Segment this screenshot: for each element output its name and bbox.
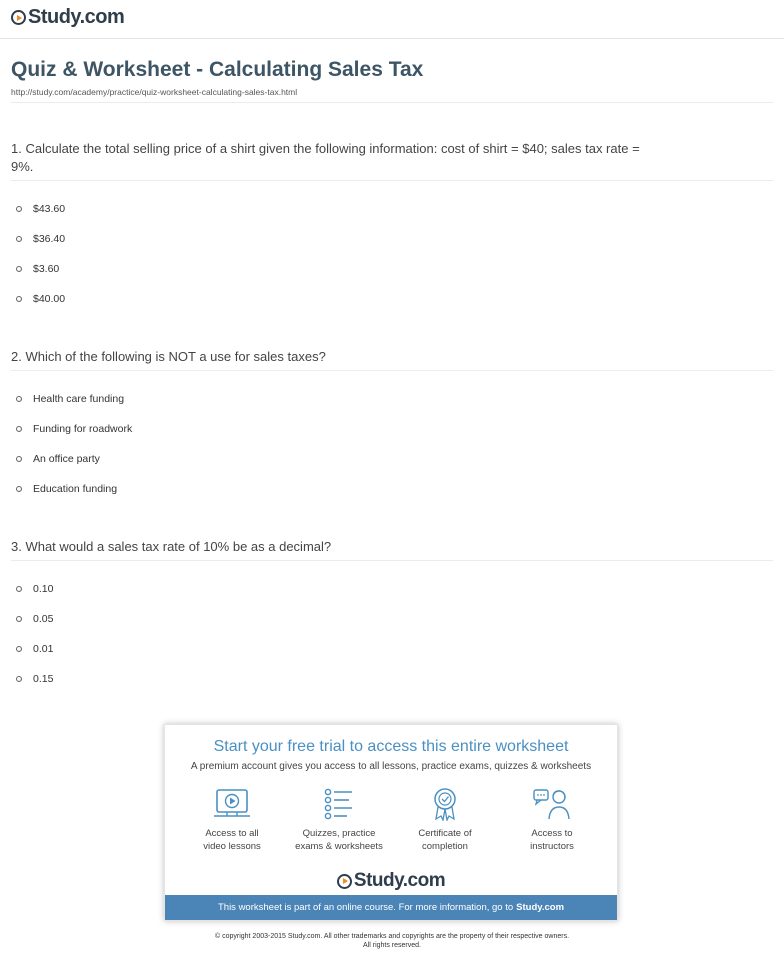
- question-3-divider: [11, 560, 773, 561]
- promo-title[interactable]: Start your free trial to access this entire worksheet: [213, 738, 569, 755]
- answer-option[interactable]: [16, 384, 132, 414]
- radio-button-icon[interactable]: [16, 616, 22, 622]
- certificate-icon: [425, 787, 465, 821]
- radio-button-icon[interactable]: [16, 206, 22, 212]
- question-2-text: 2. Which of the following is NOT a use for sales taxes?: [11, 349, 326, 364]
- quiz-list-icon: [319, 787, 359, 821]
- promo-logo-text: Study.com: [353, 870, 446, 891]
- play-circle-icon: [11, 10, 26, 25]
- radio-button-icon[interactable]: [16, 676, 22, 682]
- radio-button-icon[interactable]: [16, 456, 22, 462]
- studycom-logo[interactable]: [11, 6, 124, 29]
- course-info-bar: [165, 895, 617, 920]
- feature-label-line1: Access to: [531, 828, 573, 839]
- feature-label-line2: exams & worksheets: [295, 841, 383, 852]
- option-label: 0.05: [33, 613, 54, 625]
- answer-option[interactable]: [16, 664, 53, 694]
- answer-option[interactable]: [16, 254, 65, 284]
- feature-label-line1: Certificate of: [418, 828, 472, 839]
- question-2-divider: [11, 370, 773, 371]
- option-label: An office party: [33, 453, 100, 465]
- question-3-options: [16, 574, 53, 694]
- radio-button-icon[interactable]: [16, 586, 22, 592]
- feature-label-line1: Quizzes, practice: [302, 828, 376, 839]
- question-1-text: 1. Calculate the total selling price of a shirt given the following information: cost of shirt = $40; sales tax rate = 9%.: [11, 141, 640, 174]
- header-divider: [0, 38, 784, 39]
- option-label: 0.01: [33, 643, 54, 655]
- option-label: Education funding: [33, 483, 118, 495]
- option-label: $43.60: [33, 203, 66, 215]
- title-divider: [11, 102, 773, 103]
- feature-label-line2: video lessons: [203, 841, 261, 852]
- answer-option[interactable]: [16, 474, 132, 504]
- feature-quizzes: [284, 787, 394, 853]
- answer-option[interactable]: [16, 604, 53, 634]
- studycom-link[interactable]: Study.com: [516, 902, 565, 913]
- logo-text: Study.com: [28, 6, 125, 28]
- option-label: 0.15: [33, 673, 54, 685]
- question-1-options: [16, 194, 65, 314]
- answer-option[interactable]: [16, 444, 132, 474]
- feature-video-lessons: [177, 787, 287, 853]
- play-circle-icon: [337, 874, 352, 889]
- radio-button-icon[interactable]: [16, 236, 22, 242]
- page-url[interactable]: http://study.com/academy/practice/quiz-worksheet-calculating-sales-tax.html: [11, 87, 298, 97]
- feature-label-line1: Access to all: [205, 828, 259, 839]
- question-1-divider: [11, 180, 773, 181]
- option-label: Funding for roadwork: [33, 423, 133, 435]
- video-lesson-icon: [212, 787, 252, 821]
- copyright-footer: [0, 932, 784, 950]
- radio-button-icon[interactable]: [16, 486, 22, 492]
- question-3-text: 3. What would a sales tax rate of 10% be as a decimal?: [11, 539, 332, 554]
- instructors-icon: [532, 787, 572, 821]
- promo-subtitle: A premium account gives you access to all lessons, practice exams, quizzes & worksheets: [190, 761, 592, 772]
- page-title: Quiz & Worksheet - Calculating Sales Tax: [11, 58, 424, 81]
- feature-label-line2: completion: [422, 841, 468, 852]
- answer-option[interactable]: [16, 194, 65, 224]
- option-label: $40.00: [33, 293, 66, 305]
- rights-line: All rights reserved.: [363, 942, 421, 949]
- radio-button-icon[interactable]: [16, 396, 22, 402]
- free-trial-promo: [164, 724, 618, 921]
- copyright-line: © copyright 2003-2015 Study.com. All other trademarks and copyrights are the property of their respective owners.: [214, 933, 570, 940]
- option-label: 0.10: [33, 583, 54, 595]
- feature-certificate: [390, 787, 500, 853]
- radio-button-icon[interactable]: [16, 266, 22, 272]
- option-label: $3.60: [33, 263, 60, 275]
- answer-option[interactable]: [16, 634, 53, 664]
- promo-studycom-logo[interactable]: [165, 870, 617, 892]
- answer-option[interactable]: [16, 574, 53, 604]
- option-label: Health care funding: [33, 393, 125, 405]
- question-2-options: [16, 384, 132, 504]
- course-info-text: This worksheet is part of an online course. For more information, go to: [217, 902, 514, 913]
- radio-button-icon[interactable]: [16, 426, 22, 432]
- answer-option[interactable]: [16, 284, 65, 314]
- answer-option[interactable]: [16, 224, 65, 254]
- answer-option[interactable]: [16, 414, 132, 444]
- option-label: $36.40: [33, 233, 66, 245]
- feature-instructors: [497, 787, 607, 853]
- radio-button-icon[interactable]: [16, 296, 22, 302]
- radio-button-icon[interactable]: [16, 646, 22, 652]
- feature-label-line2: instructors: [530, 841, 574, 852]
